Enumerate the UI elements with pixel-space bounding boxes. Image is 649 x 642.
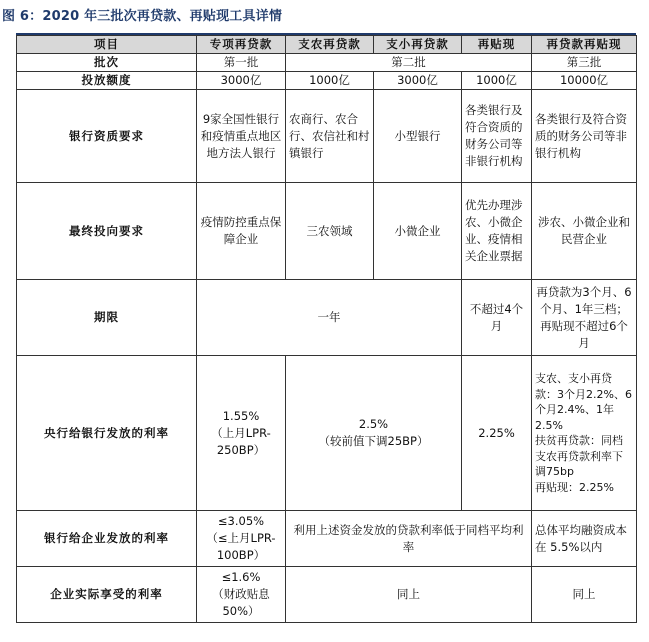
table-cell: 优先办理涉农、小微企业、疫情相关企业票据	[462, 183, 532, 280]
table-cell: 各类银行及符合资质的财务公司等非银行机构	[462, 90, 532, 183]
header-cell: 支农再贷款	[286, 36, 374, 54]
table-row	[17, 280, 637, 356]
table-cell: 支农、支小再贷款：3个月2.2%、6个月2.4%、1年2.5% 扶贫再贷款：同档支农再贷款利率下调75bp 再贴现：2.25%	[532, 356, 637, 511]
header-cell: 项目	[17, 36, 197, 54]
table-cell: 2.5% （较前值下调25BP）	[286, 356, 462, 511]
table-cell: 一年	[197, 280, 462, 356]
table-row	[17, 183, 637, 280]
header-row	[17, 36, 637, 54]
table-cell: 3000亿	[197, 72, 286, 90]
table-cell: ≤1.6% （财政贴息50%）	[197, 567, 286, 623]
table-cell: 疫情防控重点保障企业	[197, 183, 286, 280]
table-cell: 第二批	[286, 54, 532, 72]
table-row	[17, 90, 637, 183]
table-cell: 3000亿	[374, 72, 462, 90]
table-row	[17, 72, 637, 90]
table-cell: 1.55% （上月LPR-250BP）	[197, 356, 286, 511]
header-cell: 专项再贷款	[197, 36, 286, 54]
header-cell: 支小再贷款	[374, 36, 462, 54]
row-label: 银行给企业发放的利率	[17, 511, 197, 567]
table-cell: 同上	[532, 567, 637, 623]
tools-table	[16, 35, 637, 623]
row-label: 最终投向要求	[17, 183, 197, 280]
table-cell: 第一批	[197, 54, 286, 72]
figure-title: 图 6：2020 年三批次再贷款、再贴现工具详情	[2, 9, 283, 24]
row-label: 央行给银行发放的利率	[17, 356, 197, 511]
table-row	[17, 356, 637, 511]
table-cell: 农商行、农合行、农信社和村镇银行	[286, 90, 374, 183]
table-cell: 三农领域	[286, 183, 374, 280]
table-cell: 利用上述资金发放的贷款利率低于同档平均利率	[286, 511, 532, 567]
table-cell: 涉农、小微企业和民营企业	[532, 183, 637, 280]
table-cell: 总体平均融资成本在 5.5%以内	[532, 511, 637, 567]
table-cell: 不超过4个月	[462, 280, 532, 356]
table-cell: 再贷款为3个月、6个月、1年三档；再贴现不超过6个月	[532, 280, 637, 356]
row-label: 批次	[17, 54, 197, 72]
header-cell: 再贷款再贴现	[532, 36, 637, 54]
row-label: 期限	[17, 280, 197, 356]
table-cell: 各类银行及符合资质的财务公司等非银行机构	[532, 90, 637, 183]
row-label: 银行资质要求	[17, 90, 197, 183]
table-cell: 9家全国性银行和疫情重点地区地方法人银行	[197, 90, 286, 183]
table-cell: ≤3.05% （≤上月LPR-100BP）	[197, 511, 286, 567]
row-label: 企业实际享受的利率	[17, 567, 197, 623]
table-cell: 1000亿	[286, 72, 374, 90]
table-row	[17, 54, 637, 72]
row-label: 投放额度	[17, 72, 197, 90]
table-row	[17, 567, 637, 623]
table-cell: 同上	[286, 567, 532, 623]
table-cell: 第三批	[532, 54, 637, 72]
table-cell: 10000亿	[532, 72, 637, 90]
table-cell: 1000亿	[462, 72, 532, 90]
table-row	[17, 511, 637, 567]
table-cell: 小微企业	[374, 183, 462, 280]
table-cell: 2.25%	[462, 356, 532, 511]
header-cell: 再贴现	[462, 36, 532, 54]
table-cell: 小型银行	[374, 90, 462, 183]
